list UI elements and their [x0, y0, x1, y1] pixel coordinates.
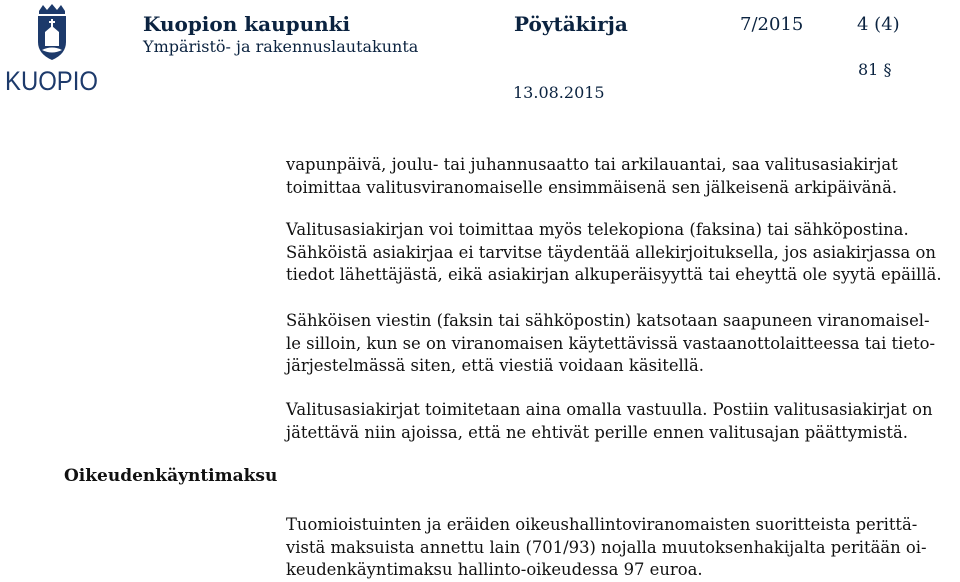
paragraph-court-fee [286, 514, 927, 582]
paragraph-submission-deadline [286, 154, 898, 199]
text-line: tiedot lähettäjästä, eikä asiakirjan alkuperäisyyttä tai eheyttä ole syytä epäillä. [286, 265, 942, 284]
page-number: 4 (4) [857, 14, 900, 35]
section-number: 81 § [858, 60, 892, 79]
logo-text: KUOPIO [5, 66, 98, 96]
paragraph-own-responsibility [286, 399, 933, 444]
text-line: le silloin, kun se on viranomaisen käytettävissä vastaanottolaitteessa tai tieto- [286, 333, 936, 353]
text-line: jätettävä niin ajoissa, että ne ehtivät perille ennen valitusajan päättymistä. [286, 422, 908, 442]
organization-unit: Ympäristö- ja rakennuslautakunta [143, 37, 419, 56]
kuopio-logo [4, 2, 100, 96]
document-type: Pöytäkirja [514, 12, 628, 36]
text-line: vistä maksuista annettu lain (701/93) nojalla muutoksenhakijalta peritään oi- [286, 537, 927, 557]
text-line: Valitusasiakirjat toimitetaan aina omalla vastuulla. Postiin valitusasiakirjat on [286, 400, 933, 419]
document-number: 7/2015 [740, 14, 804, 35]
text-line: keudenkäyntimaksu hallinto-oikeudessa 97 euroa. [286, 560, 703, 579]
text-line: Sähköisen viestin (faksin tai sähköpostin) katsotaan saapuneen viranomaisel- [286, 311, 930, 330]
text-line: Sähköistä asiakirjaa ei tarvitse täydentää allekirjoituksella, jos asiakirjassa on [286, 242, 936, 262]
text-line: järjestelmässä siten, että viestiä voidaan käsitellä. [286, 356, 705, 375]
section-heading-court-fee: Oikeudenkäyntimaksu [64, 466, 278, 486]
text-line: Valitusasiakirjan voi toimittaa myös telekopiona (faksina) tai sähköpostina. [286, 220, 909, 239]
document-date: 13.08.2015 [513, 83, 605, 102]
coat-of-arms-icon [4, 2, 100, 96]
organization-name: Kuopion kaupunki [143, 12, 351, 36]
paragraph-electronic-receipt [286, 310, 935, 378]
text-line: vapunpäivä, joulu- tai juhannusaatto tai arkilauantai, saa valitusasiakirjat [286, 155, 898, 174]
paragraph-electronic-submission [286, 219, 942, 287]
text-line: toimittaa valitusviranomaiselle ensimmäisenä sen jälkeisenä arkipäivänä. [286, 177, 898, 197]
text-line: Tuomioistuinten ja eräiden oikeushallintoviranomaisten suoritteista perittä- [286, 515, 918, 534]
